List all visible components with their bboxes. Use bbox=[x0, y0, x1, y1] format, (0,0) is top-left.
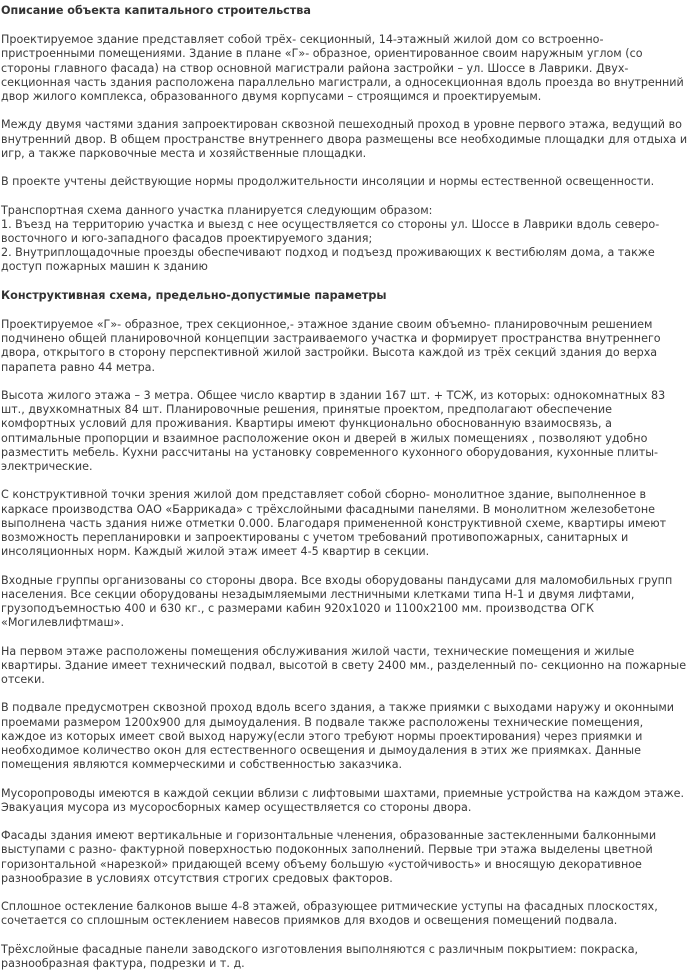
paragraph-building-overview: Проектируемое здание представляет собой трёх- секционный, 14-этажный жилой дом со встроенно-пристроенными помещениями. Здание в плане «Г»- образное, ориентированное своим наружным углом (со стороны главного фасада) на створ основной магистрали района застройки – ул. Шоссе в Лаврики. Двух- секционная часть здания расположена параллельно магистрали, а односекционная вдоль проезда во внутренний двор жилого комплекса, образованного двумя корпусами – строящимся и проектируемым. bbox=[1, 33, 684, 104]
paragraph-balcony-glazing: Сплошное остекление балконов выше 4-8 этажей, образующее ритмические уступы на фасадных плоскостях, сочетается со сплошным остеклением навесов приямков для входов и освещения помещений подвала. bbox=[1, 900, 658, 928]
paragraph-transport-scheme: Транспортная схема данного участка планируется следующим образом: 1. Въезд на территорию участка и выезд с нее осуществляется со стороны ул. Шоссе в Лаврики вдоль северо-восточного и юго-западного фасадов проектируемого здания; 2. Внутриплощадочные проезды обеспечивают подход и подъезд проживающих к вестибюлям дома, а также доступ пожарных машин к зданию bbox=[1, 203, 660, 274]
paragraph-construction-type: С конструктивной точки зрения жилой дом представляет собой сборно- монолитное здание, выполненное в каркасе производства ОАО «Баррикада» с трёхслойными фасадными панелями. В монолитном железобетоне выполнена часть здания ниже отметки 0.000. Благодаря примененной конструктивной схеме, квартиры имеют возможность перепланировки и запроектированы с учетом требований противопожарных, санитарных и инсоляционных норм. Каждый жилой этаж имеет 4-5 квартир в секции. bbox=[1, 488, 667, 559]
paragraph-pedestrian-passage: Между двумя частями здания запроектирован сквозной пешеходный проход в уровне первого этажа, ведущий во внутренний двор. В общем пространстве внутреннего двора размещены все необходимые площадки для отдыха и игр, а также парковочные места и хозяйственные площадки. bbox=[1, 118, 688, 160]
paragraph-entrance-groups: Входные группы организованы со стороны двора. Все входы оборудованы пандусами для маломобильных групп населения. Все секции оборудованы незадымляемыми лестничными клетками типа Н-1 и двумя лифтами, грузоподъемностью 400 и 630 кг., с размерами кабин 920x1020 и 1100x2100 мм. производства ОГК «Могилевлифтмаш». bbox=[1, 573, 673, 630]
paragraph-basement: В подвале предусмотрен сквозной проход вдоль всего здания, а также приямки с выходами наружу и оконными проемами размером 1200x900 для дымоудаления. В подвале также расположены технические помещения, каждое из которых имеет свой выход наружу(если этого требуют нормы проектирования) через приямки и необходимое количество окон для естественного освещения и дымоудаления в этих же приямках. Данные помещения являются коммерческими и собственностью заказчика. bbox=[1, 701, 674, 772]
section-heading-structural-scheme: Конструктивная схема, предельно-допустимые параметры bbox=[1, 288, 387, 302]
paragraph-garbage-chutes: Мусоропроводы имеются в каждой секции вблизи с лифтовыми шахтами, приемные устройства на каждом этаже. Эвакуация мусора из мусоросборных камер осуществляется со стороны двора. bbox=[1, 786, 685, 814]
paragraph-floor-height-apartments: Высота жилого этажа – 3 метра. Общее число квартир в здании 167 шт. + ТСЖ, из которых: однокомнатных 83 шт., двухкомнатных 84 шт. Планировочные решения, принятые проектом, предполагают обеспечение комфортных условий для проживания. Квартиры имеют функционально обоснованную взаимосвязь, а оптимальные пропорции и взаимное расположение окон и дверей в жилых помещениях , позволяют удобно разместить мебель. Кухни рассчитаны на установку современного кухонного оборудования, кухонные плиты- электрические. bbox=[1, 389, 666, 474]
paragraph-insolation-norms: В проекте учтены действующие нормы продолжительности инсоляции и нормы естественной освещенности. bbox=[1, 175, 655, 189]
paragraph-building-shape: Проектируемое «Г»- образное, трех секционное,- этажное здание своим объемно- планировочным решением подчинено общей планировочной концепции застраиваемого участка и формирует пространства внутреннего двора, открытого в сторону перспективной жилой застройки. Высота каждой из трёх секций здания до верха парапета равно 44 метра. bbox=[1, 318, 661, 374]
paragraph-ground-floor: На первом этаже расположены помещения обслуживания жилой части, технические помещения и жилые квартиры. Здание имеет технический подвал, высотой в свету 2400 мм., разделенный по- секционно на пожарные отсеки. bbox=[1, 644, 687, 687]
section-heading-object-description: Описание объекта капитального строительства bbox=[1, 4, 311, 17]
paragraph-facades: Фасады здания имеют вертикальные и горизонтальные членения, образованные застекленными балконными выступами с разно- фактурной поверхностью подоконных заполнений. Первые три этажа выделены цветной горизонтальной «нарезкой» придающей всему объему большую «устойчивость» и вносящую декоративное разнообразие в условиях отсутствия строгих средовых факторов. bbox=[1, 829, 657, 885]
paragraph-facade-panels: Трёхслойные фасадные панели заводского изготовления выполняются с различным покрытием: покраска, разнообразная фактура, подрезки и т. д. bbox=[1, 942, 639, 970]
